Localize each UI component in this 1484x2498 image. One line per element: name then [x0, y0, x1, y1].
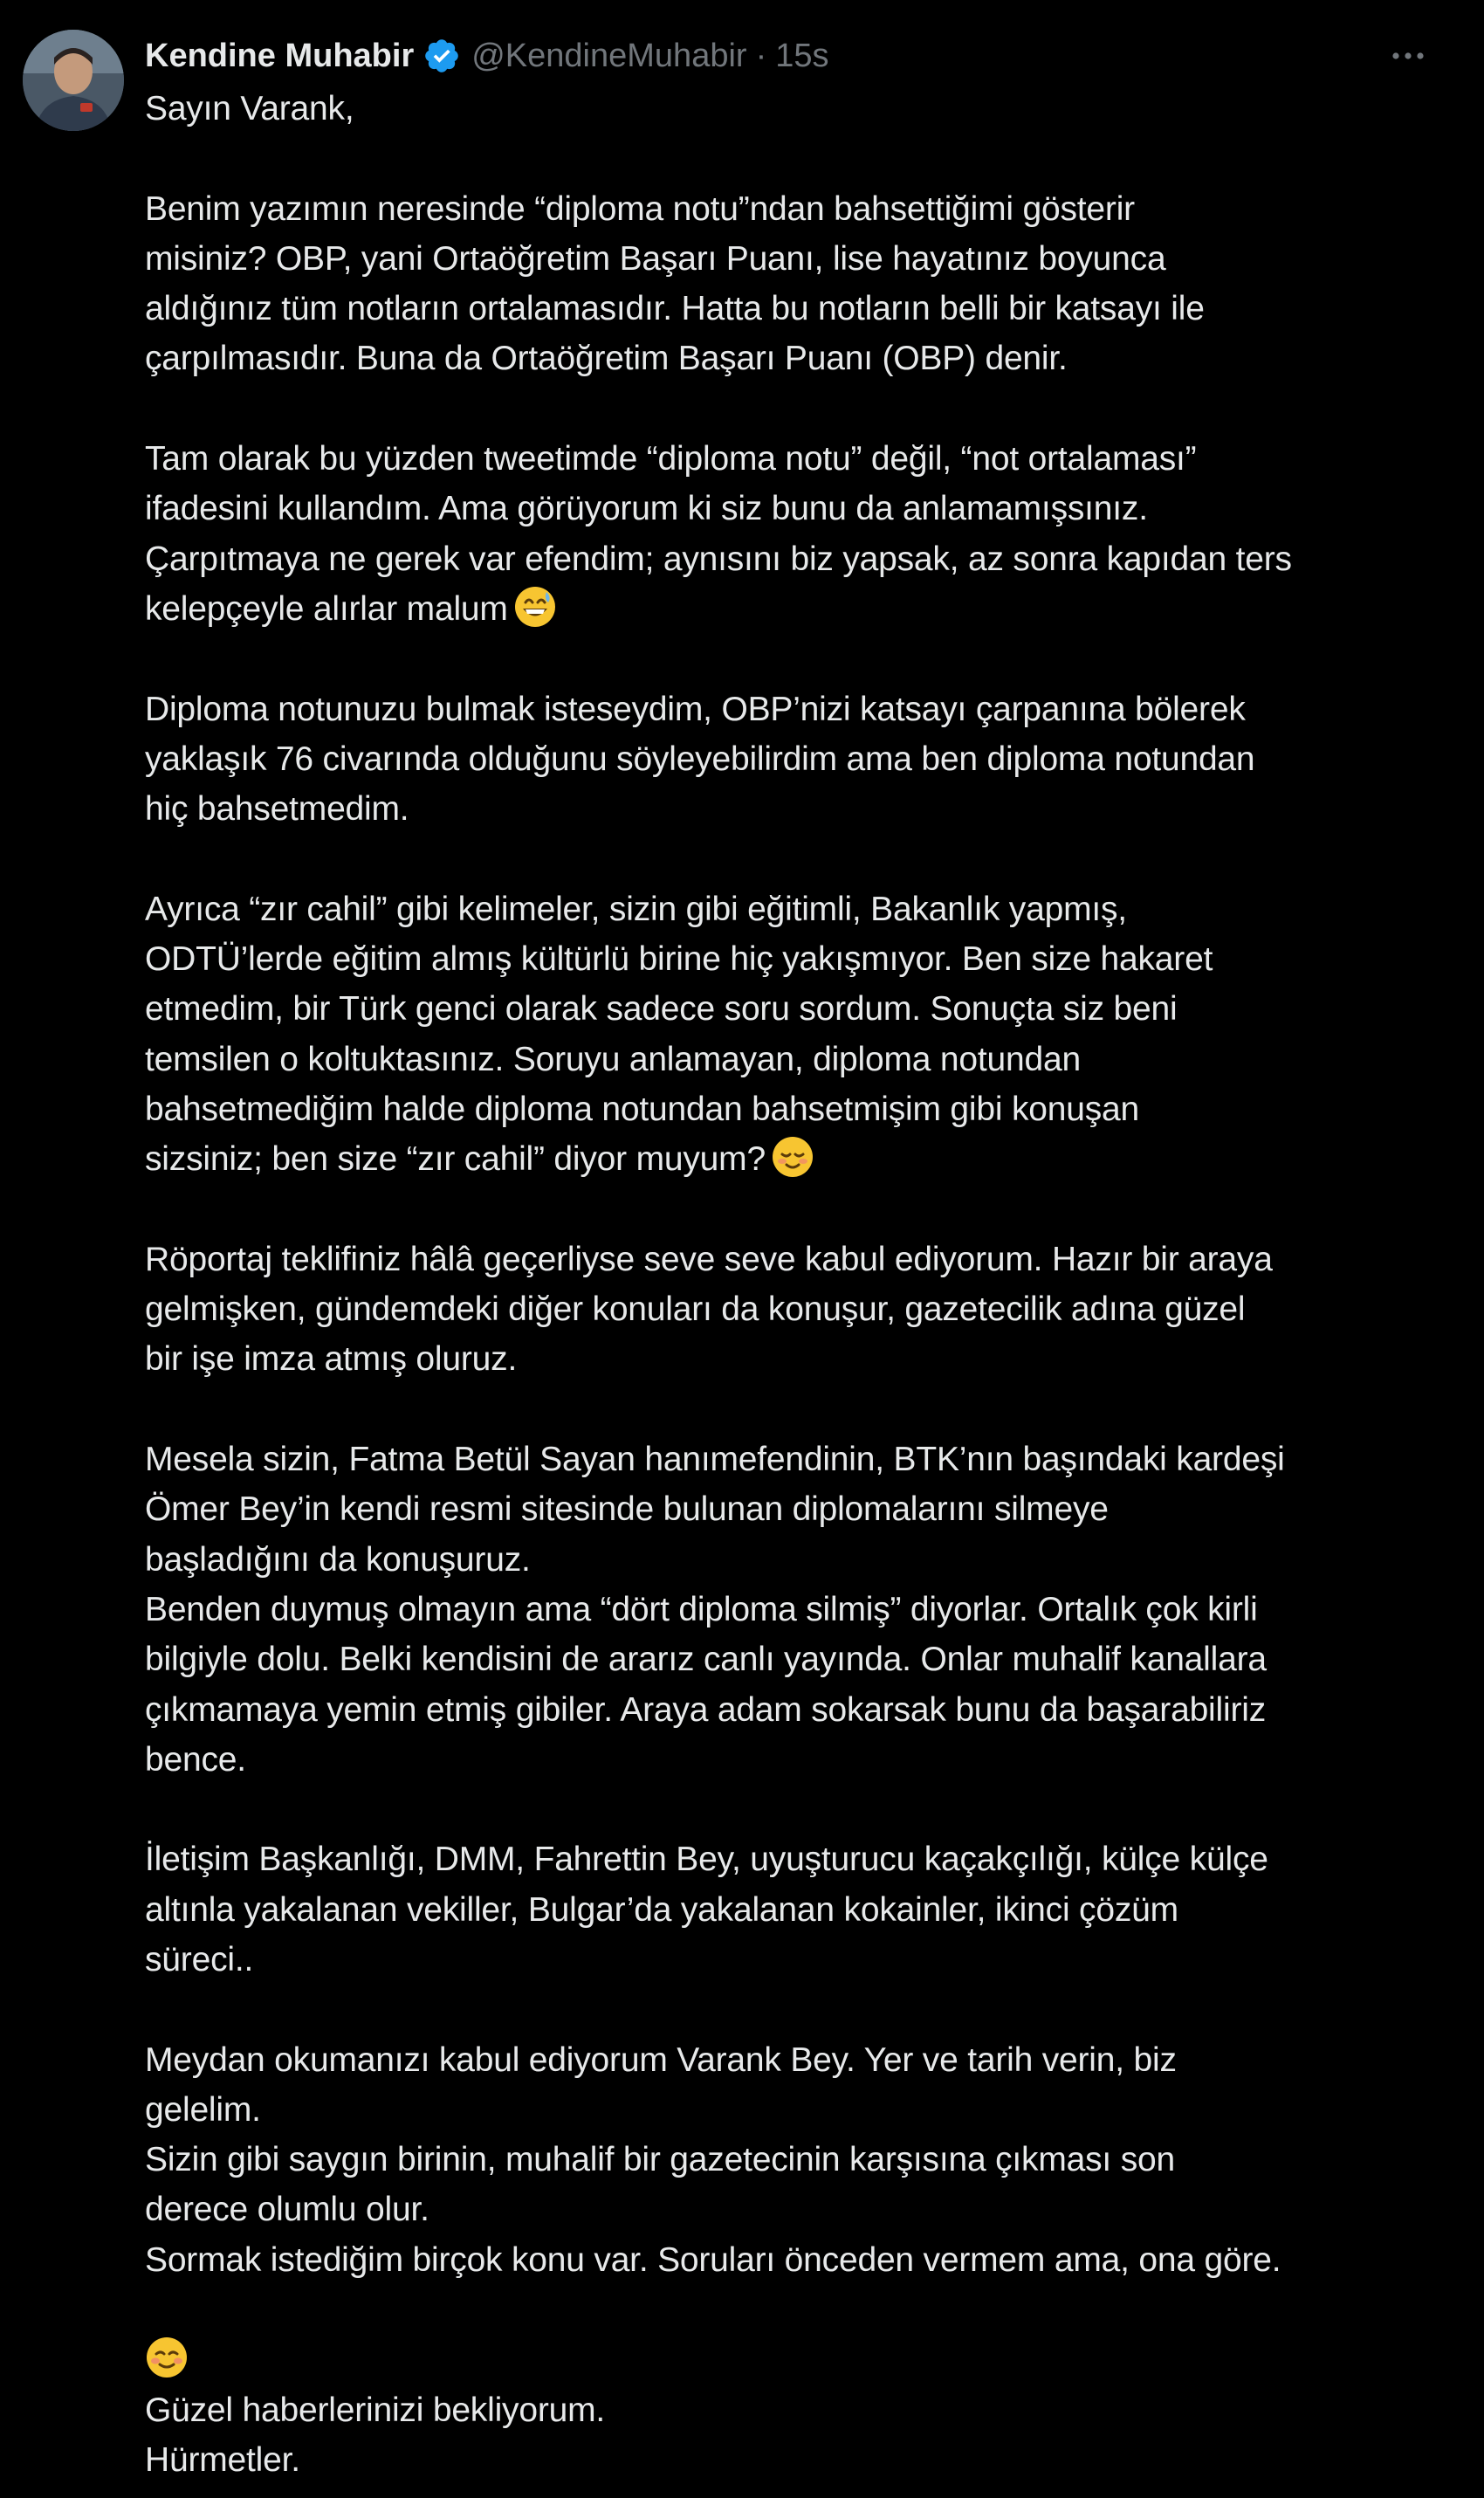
tweet-line-text: Güzel haberlerinizi bekliyorum.	[145, 2391, 606, 2429]
tweet-line-text: kelepçeyle alırlar malum	[145, 589, 508, 628]
tweet-line-text: başladığını da konuşuruz.	[145, 1540, 531, 1579]
tweet-line-text: Ayrıca “zır cahil” gibi kelimeler, sizin gibi eğitimli, Bakanlık yapmış,	[145, 890, 1127, 928]
tweet-line-text: Meydan okumanızı kabul ediyorum Varank Bey. Yer ve tarih verin, biz	[145, 2040, 1177, 2079]
tweet-line-text: Diploma notunuzu bulmak isteseydim, OBP’nizi katsayı çarpanına bölerek	[145, 690, 1246, 728]
tweet-line	[145, 784, 1454, 834]
tweet-line-text: bilgiyle dolu. Belki kendisini de ararız canlı yayında. Onlar muhalif kanallara	[145, 1641, 1267, 1679]
tweet-line	[145, 634, 1454, 684]
tweet-line-text: derece olumlu olur.	[145, 2191, 429, 2229]
tweet-line-text: bir işe imza atmış oluruz.	[145, 1340, 518, 1379]
tweet-line	[145, 2285, 1454, 2335]
tweet-line-text: sizsiniz; ben size “zır cahil” diyor muyum?	[145, 1140, 766, 1179]
tweet-line	[145, 1985, 1454, 2034]
tweet-line	[145, 1685, 1454, 1735]
tweet-line	[145, 2135, 1454, 2185]
tweet-line-text: Ömer Bey’in kendi resmi sitesinde bulunan diplomalarını silmeye	[145, 1490, 1109, 1529]
header-separator: ·	[755, 38, 767, 74]
tweet-line	[145, 134, 1454, 183]
tweet-line-text: İletişim Başkanlığı, DMM, Fahrettin Bey, uyuşturucu kaçakçılığı, külçe külçe	[145, 1841, 1268, 1879]
tweet-line	[145, 584, 1454, 634]
tweet-line	[145, 884, 1454, 934]
tweet-line	[145, 685, 1454, 734]
tweet-line-text: Benden duymuş olmayın ama “dört diploma silmiş” diyorlar. Ortalık çok kirli	[145, 1590, 1258, 1628]
tweet-line	[145, 2085, 1454, 2135]
tweet-line	[145, 1585, 1454, 1634]
flushed-smile-emoji	[145, 2336, 189, 2379]
tweet-line	[145, 1185, 1454, 1235]
tweet-line-text: aldığınız tüm notların ortalamasıdır. Hatta bu notların belli bir katsayı ile	[145, 290, 1205, 328]
tweet-line-text: Sormak istediğim birçok konu var. Soruları önceden vermem ama, ona göre.	[145, 2240, 1281, 2279]
tweet-line	[145, 384, 1454, 434]
tweet-line	[145, 2235, 1454, 2285]
tweet-line-text: gelelim.	[145, 2090, 261, 2129]
tweet-line	[145, 1035, 1454, 1084]
grinning-sweat-emoji	[513, 585, 557, 629]
tweet-line-text: temsilen o koltuktasınız. Soruyu anlamayan, diploma notundan	[145, 1040, 1081, 1078]
tweet-line	[145, 2335, 1454, 2384]
tweet-line-text: Benim yazımın neresinde “diploma notu”ndan bahsettiğimi gösterir	[145, 189, 1135, 228]
tweet-line-text: Hürmetler.	[145, 2440, 300, 2479]
tweet-line-text: ifadesini kullandım. Ama görüyorum ki siz bunu da anlamamışsınız.	[145, 490, 1148, 528]
tweet-line	[145, 1284, 1454, 1334]
tweet-line	[145, 1385, 1454, 1435]
tweet-line-text: misiniz? OBP, yani Ortaöğretim Başarı Puanı, lise hayatınız boyunca	[145, 239, 1166, 278]
tweet-line	[145, 284, 1454, 334]
verified-badge-icon	[423, 37, 461, 75]
tweet-line-text: ODTÜ’lerde eğitim almış kültürlü birine hiç yakışmıyor. Ben size hakaret	[145, 940, 1213, 979]
tweet-line-text: etmedim, bir Türk genci olarak sadece soru sordum. Sonuçta siz beni	[145, 990, 1178, 1029]
tweet-text	[145, 84, 1454, 2485]
tweet-line-text: süreci..	[145, 1940, 254, 1978]
tweet-line	[145, 2435, 1454, 2485]
tweet-line	[145, 334, 1454, 383]
tweet-line	[145, 1435, 1454, 1484]
tweet-line-text: gelmişken, gündemdeki diğer konuları da konuşur, gazetecilik adına güzel	[145, 1290, 1246, 1329]
avatar-photo	[23, 30, 124, 131]
tweet-line	[145, 1084, 1454, 1134]
tweet-line-text: yaklaşık 76 civarında olduğunu söyleyebilirdim ama ben diploma notundan	[145, 740, 1255, 778]
tweet-line	[145, 934, 1454, 984]
tweet-line	[145, 734, 1454, 784]
tweet-line	[145, 2385, 1454, 2435]
tweet-line	[145, 534, 1454, 584]
tweet-header	[145, 30, 829, 82]
tweet-line-text: çarpılmasıdır. Buna da Ortaöğretim Başarı Puanı (OBP) denir.	[145, 340, 1068, 378]
tweet-line-text: Çarpıtmaya ne gerek var efendim; aynısını biz yapsak, az sonra kapıdan ters	[145, 540, 1292, 578]
tweet-line	[145, 1834, 1454, 1884]
author-handle[interactable]: @KendineMuhabir	[471, 38, 747, 74]
tweet-line	[145, 2185, 1454, 2234]
tweet-line-text: bence.	[145, 1740, 246, 1779]
tweet-line-text: bahsetmediğim halde diploma notundan bahsetmişim gibi konuşan	[145, 1090, 1140, 1128]
tweet-line	[145, 984, 1454, 1034]
tweet-line	[145, 1735, 1454, 1785]
tweet-line	[145, 1634, 1454, 1684]
author-display-name[interactable]: Kendine Muhabir	[145, 38, 415, 74]
tweet-line-text: Sayın Varank,	[145, 90, 354, 127]
tweet-line	[145, 1134, 1454, 1184]
tweet-line	[145, 1885, 1454, 1935]
tweet-line	[145, 484, 1454, 533]
tweet-line	[145, 1484, 1454, 1534]
tweet-line	[145, 434, 1454, 484]
relieved-smile-emoji	[771, 1135, 814, 1179]
tweet-line	[145, 834, 1454, 884]
tweet-line	[145, 184, 1454, 234]
tweet-line	[145, 1935, 1454, 1985]
tweet-line	[145, 1785, 1454, 1834]
tweet-line	[145, 1334, 1454, 1384]
tweet-line-text: Mesela sizin, Fatma Betül Sayan hanımefendinin, BTK’nın başındaki kardeşi	[145, 1441, 1285, 1479]
tweet-line-text: Sizin gibi saygın birinin, muhalif bir gazetecinin karşısına çıkması son	[145, 2141, 1175, 2179]
author-avatar[interactable]	[23, 30, 124, 131]
tweet-line	[145, 84, 1454, 134]
tweet-line	[145, 2035, 1454, 2085]
tweet-line-text: çıkmamaya yemin etmiş gibiler. Araya adam sokarsak bunu da başarabiliriz	[145, 1690, 1267, 1729]
tweet-line	[145, 234, 1454, 284]
tweet-line-text: Röportaj teklifiniz hâlâ geçerliyse seve seve kabul ediyorum. Hazır bir araya	[145, 1240, 1273, 1278]
more-options-icon[interactable]	[1378, 30, 1439, 82]
tweet-timestamp[interactable]: 15s	[775, 38, 829, 74]
tweet-line-text: hiç bahsetmedim.	[145, 790, 409, 829]
tweet-line-text: Tam olarak bu yüzden tweetimde “diploma notu” değil, “not ortalaması”	[145, 440, 1197, 478]
tweet-line-text: altınla yakalanan vekiller, Bulgar’da yakalanan kokainler, ikinci çözüm	[145, 1890, 1178, 1929]
tweet-line	[145, 1535, 1454, 1585]
tweet-line	[145, 1235, 1454, 1284]
